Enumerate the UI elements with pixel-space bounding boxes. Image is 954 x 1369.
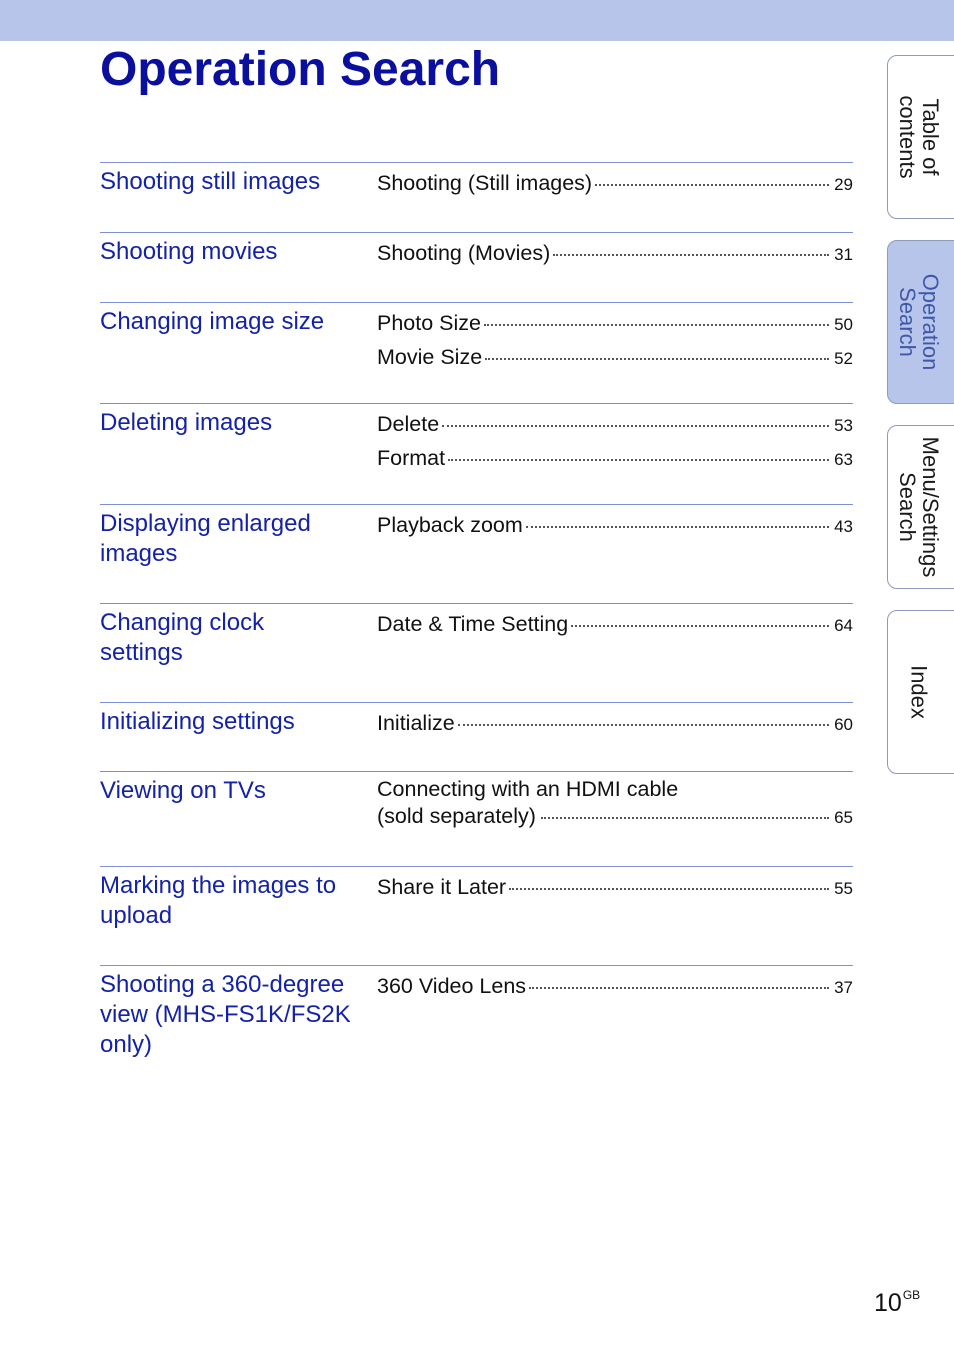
entry-link[interactable] xyxy=(377,970,853,1004)
page-ref: 65 xyxy=(834,808,853,827)
page-ref: 43 xyxy=(834,517,853,536)
entry-link[interactable] xyxy=(377,707,853,741)
entry-label: Movie Size xyxy=(377,345,483,369)
leader-dots xyxy=(529,987,829,989)
leader-dots xyxy=(595,184,829,186)
entry-link[interactable] xyxy=(377,167,853,201)
page-ref: 60 xyxy=(834,715,853,734)
leader-dots xyxy=(484,324,829,326)
page-ref: 55 xyxy=(834,879,853,898)
topic-link[interactable]: Initializing settings xyxy=(100,708,295,735)
entry-link[interactable] xyxy=(377,776,853,831)
list-row xyxy=(100,162,853,195)
entry-label: Delete xyxy=(377,412,440,436)
leader-dots xyxy=(509,888,829,890)
topic-link[interactable]: Marking the images to upload xyxy=(100,872,337,929)
leader-dots xyxy=(458,724,829,726)
leader-dots xyxy=(442,425,829,427)
tab-label: Operation Search xyxy=(895,273,943,371)
topic-link[interactable]: Shooting a 360-degree view (MHS-FS1K/FS2K only) xyxy=(100,971,351,1058)
list-row xyxy=(100,403,853,470)
list-row xyxy=(100,232,853,265)
leader-dots xyxy=(448,459,829,461)
leader-dots xyxy=(553,254,829,256)
page-ref: 53 xyxy=(834,416,853,435)
entry-label: Playback zoom xyxy=(377,513,523,537)
topic-link[interactable]: Changing clock settings xyxy=(100,609,265,666)
entry-link[interactable] xyxy=(377,237,853,271)
entry-label: (sold separately) xyxy=(377,804,536,828)
entry-link[interactable] xyxy=(377,408,853,442)
tab-menu-settings-search[interactable] xyxy=(887,425,954,589)
page-title: Operation Search xyxy=(100,43,501,96)
tab-operation-search[interactable] xyxy=(887,240,954,404)
list-row xyxy=(100,702,853,735)
topic-link[interactable]: Changing image size xyxy=(100,308,325,335)
entry-link[interactable] xyxy=(377,307,853,341)
topic-link[interactable]: Shooting movies xyxy=(100,238,278,265)
entry-link[interactable] xyxy=(377,509,853,543)
tab-table-of-contents[interactable] xyxy=(887,55,954,219)
entry-label: Share it Later xyxy=(377,875,507,899)
page-number-value: 10 xyxy=(874,1289,902,1317)
tab-index[interactable] xyxy=(887,610,954,774)
tab-label: Menu/Settings Search xyxy=(895,436,943,578)
list-row xyxy=(100,965,853,1058)
list-row xyxy=(100,603,853,666)
entry-label-line1: Connecting with an HDMI cable xyxy=(377,777,679,801)
topic-link[interactable]: Displaying enlarged images xyxy=(100,510,311,567)
entry-label: 360 Video Lens xyxy=(377,974,527,998)
entry-label: Photo Size xyxy=(377,311,481,335)
list-row xyxy=(100,866,853,929)
topic-link[interactable]: Deleting images xyxy=(100,409,273,436)
list-row xyxy=(100,504,853,567)
leader-dots xyxy=(541,817,829,819)
entry-label: Format xyxy=(377,446,446,470)
list-row xyxy=(100,302,853,369)
entry-link[interactable] xyxy=(377,442,853,476)
entry-link[interactable] xyxy=(377,608,853,642)
page-ref: 29 xyxy=(834,175,853,194)
page-ref: 37 xyxy=(834,978,853,997)
page-ref: 64 xyxy=(834,616,853,635)
entry-link[interactable] xyxy=(377,871,853,905)
page-ref: 31 xyxy=(834,245,853,264)
leader-dots xyxy=(485,358,829,360)
tab-label: Table of contents xyxy=(895,95,943,179)
topic-link[interactable]: Shooting still images xyxy=(100,168,321,195)
entry-label: Date & Time Setting xyxy=(377,612,569,636)
page-ref: 52 xyxy=(834,349,853,368)
entry-link[interactable] xyxy=(377,341,853,375)
page-ref: 50 xyxy=(834,315,853,334)
leader-dots xyxy=(571,625,829,627)
entry-label: Initialize xyxy=(377,711,455,735)
topic-link[interactable]: Viewing on TVs xyxy=(100,777,266,804)
page-ref: 63 xyxy=(834,450,853,469)
leader-dots xyxy=(526,526,829,528)
entry-label: Shooting (Movies) xyxy=(377,241,551,265)
page-number-suffix: GB xyxy=(902,1288,921,1302)
list-row xyxy=(100,771,853,828)
entry-label: Shooting (Still images) xyxy=(377,171,593,195)
tab-label: Index xyxy=(906,665,932,719)
header-band xyxy=(0,0,954,41)
page-number xyxy=(874,1288,920,1318)
